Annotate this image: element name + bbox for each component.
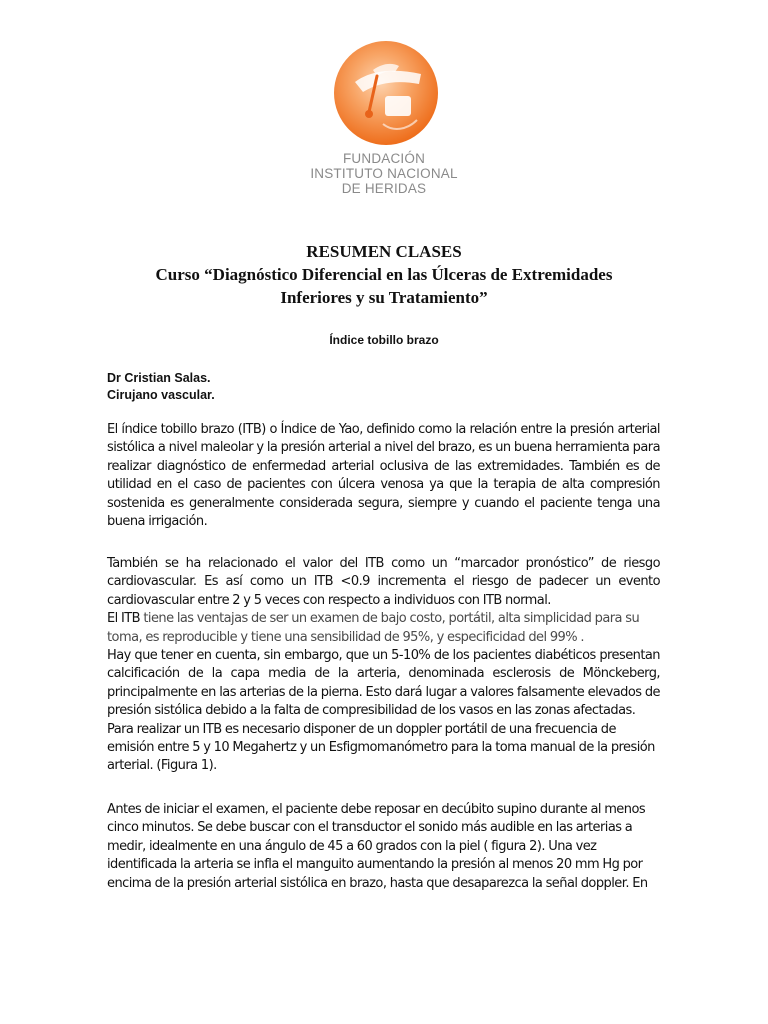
paragraph-itb-advantages — [107, 610, 660, 647]
paragraph-exam-procedure: Antes de iniciar el examen, el paciente debe reposar en decúbito supino durante al menos cinco minutos. Se debe buscar con el transductor el sonido más audible en las arterias a medir, idealmente en una ángulo de 45 a 60 grados con la piel ( figura 2). Una vez identificada la arteria se infla el manguito aumentando la presión al menos 20 mm Hg por encima de la presión arterial sistólica en brazo, hasta que desaparezca la señal doppler. En — [107, 802, 648, 891]
paragraph-1 — [107, 421, 660, 531]
author-name: Dr Cristian Salas. — [107, 371, 211, 385]
itb-label: El ITB — [107, 611, 141, 627]
paragraph-2 — [107, 555, 660, 776]
paragraph-cardiovascular-risk: También se ha relacionado el valor del ITB como un “marcador pronóstico” de riesgo cardiovascular. Es así como un ITB <0.9 incrementa el riesgo de padecer un evento cardiovascular entre 2 y 5 veces con respecto a individuos con ITB normal. — [107, 556, 660, 608]
document-title — [60, 240, 708, 309]
paragraph-equipment: Para realizar un ITB es necesario disponer de un doppler portátil de una frecuencia de emisión entre 5 y 10 Megahertz y un Esfigmomanómetro para la toma manual de la presión arterial. (Figura 1). — [107, 721, 655, 774]
foundation-name-line3: DE HERIDAS — [341, 181, 427, 196]
foundation-logo — [0, 40, 768, 200]
title-line2: Curso “Diagnóstico Diferencial en las Úlceras de Extremidades — [155, 265, 613, 284]
author-block — [107, 370, 215, 404]
section-subtitle: Índice tobillo brazo — [329, 333, 439, 347]
foundation-name-line2: INSTITUTO NACIONAL — [310, 166, 458, 181]
author-role: Cirujano vascular. — [107, 388, 215, 402]
title-line3: Inferiores y su Tratamiento” — [280, 288, 488, 307]
paragraph-3 — [107, 801, 660, 893]
wound-care-hand-logo-icon — [333, 40, 439, 146]
itb-advantages-highlight: tiene las ventajas de ser un examen de bajo costo, portátil, alta simplicidad para su toma, es reproducible y tiene una sensibilidad de 95%, y especificidad del 99% . — [107, 611, 640, 645]
foundation-name — [284, 151, 484, 196]
paragraph-diabetic-calcification: Hay que tener en cuenta, sin embargo, que un 5-10% de los pacientes diabéticos presentan calcificación de la capa media de la arteria, denominada esclerosis de Mönckeberg, principalmente en las arterias de la pierna. Esto dará lugar a valores falsamente elevados de presión sistólica debido a la falta de compresibilidad de los vasos en las zonas afectadas. — [107, 648, 660, 719]
paragraph-itb-definition: El índice tobillo brazo (ITB) o Índice de Yao, definido como la relación entre la presión arterial sistólica a nivel maleolar y la presión arterial a nivel del brazo, es un buena herramienta para realizar diagnóstico de enfermedad arterial oclusiva de las extremidades. También es de utilidad en el caso de pacientes con úlcera venosa ya que la terapia de alta compresión sostenida es generalmente considerada segura, siempre y cuando el paciente tenga una buena irrigación. — [107, 422, 660, 530]
title-line1: RESUMEN CLASES — [306, 242, 462, 261]
foundation-name-line1: FUNDACIÓN — [342, 151, 426, 166]
